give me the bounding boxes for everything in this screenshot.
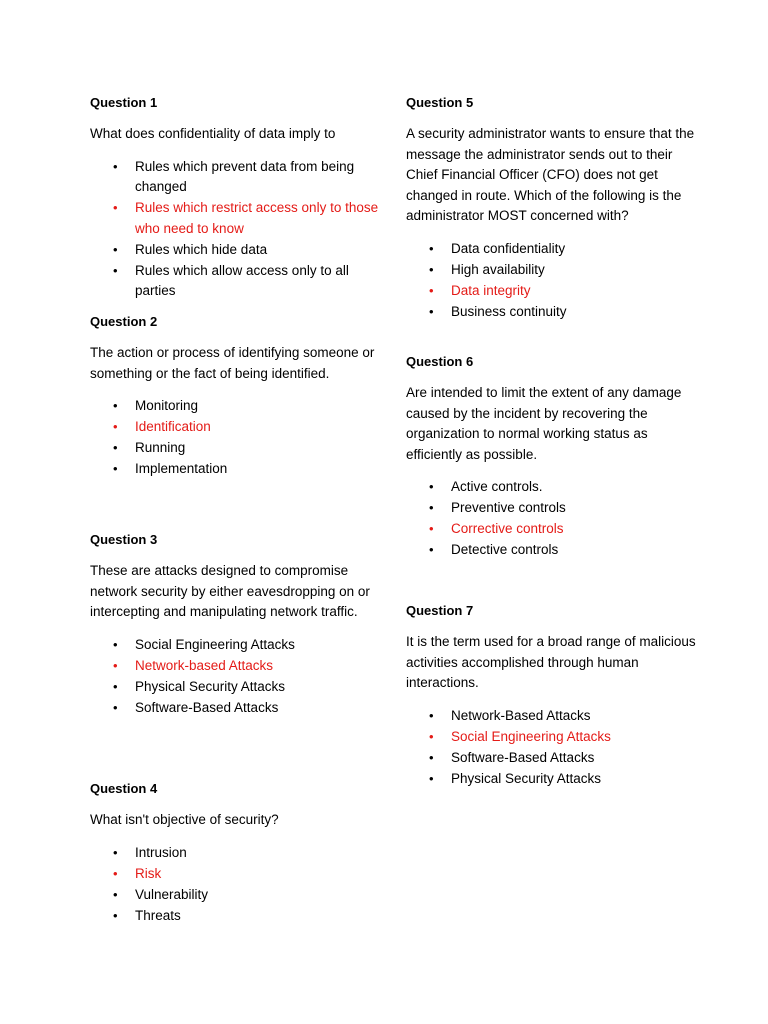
question-text: A security administrator wants to ensure that the message the administrator sends out to their Chief Financial Officer (CFO) does not get changed in route. Which of the following is the administrator MOST concerned with? — [406, 126, 695, 223]
answer-options — [90, 843, 380, 927]
question-text: It is the term used for a broad range of malicious activities accomplished through human interactions. — [406, 634, 696, 690]
answer-option: • Network-Based Attacks — [406, 706, 696, 727]
question-block-3 — [90, 531, 380, 719]
question-block-5 — [406, 94, 696, 323]
question-block-4 — [90, 780, 380, 927]
question-block-2 — [90, 313, 380, 480]
answer-option: • Rules which prevent data from being changed — [90, 157, 380, 198]
answer-option: • High availability — [406, 260, 696, 281]
question-text: These are attacks designed to compromise network security by either eavesdropping on or intercepting and manipulating network traffic. — [90, 563, 370, 619]
answer-option: • Physical Security Attacks — [406, 769, 696, 790]
question-block-1 — [90, 94, 380, 302]
answer-option-correct: • Risk — [90, 864, 380, 885]
question-title: Question 5 — [406, 95, 474, 110]
question-title: Question 4 — [90, 781, 158, 796]
answer-options — [90, 157, 380, 302]
answer-option: • Rules which hide data — [90, 240, 380, 261]
question-title: Question 6 — [406, 354, 474, 369]
answer-option: • Physical Security Attacks — [90, 677, 380, 698]
answer-option: • Running — [90, 438, 380, 459]
answer-option: • Active controls. — [406, 477, 696, 498]
answer-option-correct: • Network-based Attacks — [90, 656, 380, 677]
answer-option-correct: • Corrective controls — [406, 519, 696, 540]
answer-options — [90, 396, 380, 480]
answer-option: • Business continuity — [406, 302, 696, 323]
question-block-6 — [406, 353, 696, 561]
answer-option-correct: • Social Engineering Attacks — [406, 727, 696, 748]
answer-option: • Implementation — [90, 459, 380, 480]
answer-options — [90, 635, 380, 719]
answer-option: • Detective controls — [406, 540, 696, 561]
answer-option: • Vulnerability — [90, 885, 380, 906]
question-title: Question 7 — [406, 603, 474, 618]
answer-option: • Intrusion — [90, 843, 380, 864]
question-text: What isn't objective of security? — [90, 812, 279, 827]
answer-option: • Threats — [90, 906, 380, 927]
question-text: What does confidentiality of data imply to — [90, 126, 336, 141]
answer-options — [406, 239, 696, 323]
question-block-7 — [406, 602, 696, 790]
answer-options — [406, 477, 696, 561]
question-text: The action or process of identifying someone or something or the fact of being identified. — [90, 345, 375, 381]
question-title: Question 1 — [90, 95, 158, 110]
answer-option: • Software-Based Attacks — [406, 748, 696, 769]
answer-option: • Preventive controls — [406, 498, 696, 519]
answer-options — [406, 706, 696, 790]
answer-option: • Software-Based Attacks — [90, 698, 380, 719]
answer-option-correct: • Identification — [90, 417, 380, 438]
answer-option: • Rules which allow access only to all parties — [90, 261, 380, 302]
answer-option: • Social Engineering Attacks — [90, 635, 380, 656]
answer-option: • Data confidentiality — [406, 239, 696, 260]
question-title: Question 3 — [90, 532, 158, 547]
question-text: Are intended to limit the extent of any damage caused by the incident by recovering the organization to normal working status as efficiently as possible. — [406, 385, 682, 462]
question-title: Question 2 — [90, 314, 158, 329]
answer-option-correct: • Data integrity — [406, 281, 696, 302]
answer-option-correct: • Rules which restrict access only to those who need to know — [90, 198, 380, 239]
answer-option: • Monitoring — [90, 396, 380, 417]
